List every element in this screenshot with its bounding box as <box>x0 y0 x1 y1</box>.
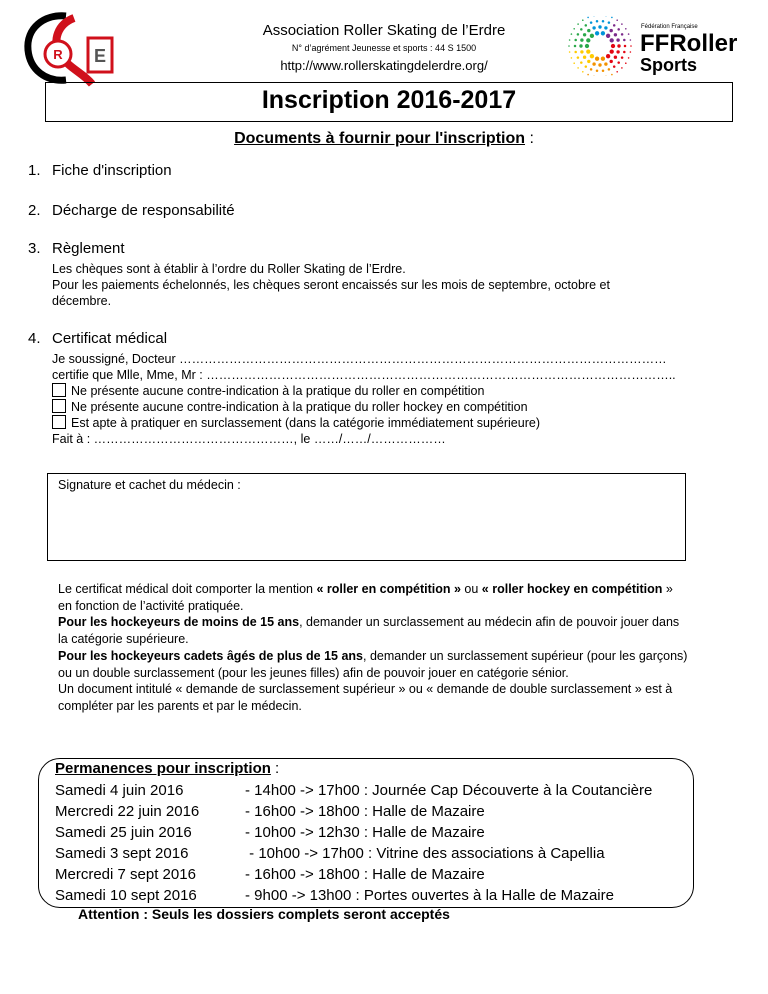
logo-dot <box>614 56 617 59</box>
logo-dot <box>577 67 579 69</box>
logo-dot <box>582 19 584 21</box>
permanence-row: Mercredi 22 juin 2016 - 16h00 -> 18h00 : Halle de Mazaire <box>55 803 485 820</box>
permanence-row: Samedi 25 juin 2016 - 10h00 -> 12h30 : Halle de Mazaire <box>55 824 485 841</box>
logo-dot <box>590 21 593 24</box>
logo-dot <box>625 62 627 64</box>
svg-text:Sports: Sports <box>640 55 698 75</box>
logo-dot <box>621 23 623 25</box>
logo-dot <box>586 49 590 53</box>
checkbox-roller[interactable] <box>52 383 66 397</box>
svg-text:R: R <box>53 47 63 62</box>
logo-dot <box>628 33 630 35</box>
list-item-certificat: 4. Certificat médical <box>28 330 168 347</box>
logo-dot <box>583 56 586 59</box>
logo-dot <box>625 28 627 30</box>
logo-dot <box>569 39 571 41</box>
logo-dot <box>585 44 589 48</box>
logo-dot <box>610 60 613 63</box>
logo-dot <box>610 49 614 53</box>
permanence-row: Samedi 3 sept 2016 - 10h00 -> 17h00 : Vitrine des associations à Capellia <box>55 845 605 862</box>
logo-dot <box>630 51 632 53</box>
logo-dot <box>580 28 583 31</box>
association-name: Association Roller Skating de l’Erdre <box>262 22 506 39</box>
logo-dot <box>623 39 626 42</box>
page-title: Inscription 2016-2017 <box>261 86 517 114</box>
checkbox-hockey[interactable] <box>52 399 66 413</box>
logo-dot <box>583 33 586 36</box>
logo-dot <box>574 39 577 42</box>
logo-dot <box>587 29 590 32</box>
permanence-row: Samedi 4 juin 2016 - 14h00 -> 17h00 : Journée Cap Découverte à la Coutancière <box>55 782 653 799</box>
logo-dot <box>604 62 607 65</box>
logo-dot <box>580 38 583 41</box>
logo-dot <box>571 33 573 35</box>
logo-dot <box>611 74 613 76</box>
logo-dot <box>596 70 599 73</box>
documents-heading: Documents à fournir pour l'inscription : <box>234 130 534 147</box>
checkbox-hockey-row: Ne présente aucune contre-indication à la pratique du roller hockey en compétition <box>52 399 752 415</box>
logo-dot <box>608 68 611 71</box>
logo-dot <box>617 28 620 31</box>
logo-dot <box>628 57 630 59</box>
logo-dot <box>613 24 616 27</box>
logo-dot <box>590 68 593 71</box>
svg-text:Fédération Française: Fédération Française <box>641 24 698 30</box>
logo-dot <box>616 71 618 73</box>
logo-dot <box>624 45 627 48</box>
logo-dot <box>598 63 601 66</box>
permanence-row: Mercredi 7 sept 2016 - 16h00 -> 18h00 : Halle de Mazaire <box>55 866 485 883</box>
logo-dot <box>577 33 580 36</box>
logo-dot <box>587 17 589 19</box>
agrement-number: N° d’agrément Jeunesse et sports : 44 S 1500 <box>291 43 477 53</box>
logo-dot <box>616 38 619 41</box>
list-item-reglement: 3. Règlement <box>28 240 125 257</box>
attention-notice: Attention : Seuls les dossiers complets seront acceptés <box>78 906 450 922</box>
certificat-note: Le certificat médical doit comporter la mention « roller en compétition » ou « roller hockey en compétition » en fonction de l’activité pratiquée. Pour les hockeyeurs de moins de 15 ans, demander un surclassement au médecin afin de pouvoir jouer dans la catégorie supérieure. Pour les hockeyeurs cadets âgés de plus de 15 ans, demander un surclassement supérieur (pour les garçons) ou un double surclassement (pour les jeunes filles) afin de pouvoir jouer en catégorie sénior. Un document intitulé « demande de surclassement supérieur » ou « demande de double surclassement » est à compléter par les parents et par le médecin. <box>58 582 688 713</box>
logo-dot <box>596 20 599 23</box>
logo-dot <box>574 45 577 48</box>
website-link[interactable]: http://www.rollerskatingdelerdre.org/ <box>280 58 488 73</box>
logo-dot <box>630 39 632 41</box>
logo-dot <box>617 44 620 47</box>
logo-dot <box>587 60 590 63</box>
logo-dot <box>616 50 619 53</box>
logo-dot <box>610 29 613 32</box>
logo-dot <box>585 65 588 68</box>
logo-dot <box>585 24 588 27</box>
logo-dot <box>621 67 623 69</box>
logo-dot <box>590 54 594 58</box>
logo-dot <box>571 57 573 59</box>
permanence-row: Samedi 10 sept 2016 - 9h00 -> 13h00 : Portes ouvertes à la Halle de Mazaire <box>55 887 614 904</box>
checkbox-roller-row: Ne présente aucune contre-indication à la pratique du roller en compétition <box>52 383 752 399</box>
logo-dot <box>587 74 589 76</box>
logo-dot <box>569 51 571 53</box>
logo-dot <box>630 45 632 47</box>
logo-dot <box>577 56 580 59</box>
logo-dot <box>582 71 584 73</box>
logo-dot <box>595 57 599 61</box>
signature-label: Signature et cachet du médecin : <box>58 478 241 492</box>
logo-dot <box>574 51 577 54</box>
list-item-decharge: 2. Décharge de responsabilité <box>28 202 235 219</box>
logo-dot <box>602 20 605 23</box>
logo-dot <box>621 33 624 36</box>
logo-dot <box>573 62 575 64</box>
logo-dot <box>580 61 583 64</box>
list-item-fiche: 1. Fiche d'inscription <box>28 162 172 179</box>
permanences-heading: Permanences pour inscription : <box>55 760 280 777</box>
logo-dot <box>579 44 582 47</box>
checkbox-surclassement[interactable] <box>52 415 66 429</box>
logo-dot <box>602 70 605 73</box>
logo-dot <box>601 31 605 35</box>
logo-dot <box>610 38 614 42</box>
certificat-text: Je soussigné, Docteur ……………………………………………………………………………………………………… certifie que Mlle, Mme, Mr : ………………………………………………………………………………………………….. Ne présente aucune contre-indication à la pratique du roller en compétition Ne présente aucune contre-indication à la pratique du roller hockey en compétition Est apte à pratiquer en surclassement (dans la catégorie immédiatement supérieure) Fait à : …………………………………………, le ……/……/……………… <box>52 351 752 447</box>
logo-dot <box>608 21 611 24</box>
logo-dot <box>617 61 620 64</box>
reglement-text: Les chèques sont à établir à l’ordre du Roller Skating de l’Erdre. Pour les paiements échelonnés, les chèques seront encaissés sur les mois de septembre, octobre et décembre. <box>52 262 610 308</box>
logo-dot <box>580 50 583 53</box>
logo-dot <box>577 23 579 25</box>
logo-dot <box>611 17 613 19</box>
logo-dot <box>573 28 575 30</box>
svg-text:E: E <box>93 46 107 66</box>
logo-dot <box>595 31 599 35</box>
logo-dot <box>616 19 618 21</box>
logo-dot <box>601 57 605 61</box>
logo-dot <box>586 38 590 42</box>
logo-dot <box>621 56 624 59</box>
logo-dot <box>613 65 616 68</box>
logo-dot <box>592 62 595 65</box>
svg-text:FFRoller: FFRoller <box>640 30 738 57</box>
ffroller-logo <box>568 16 753 76</box>
logo-dot <box>604 26 607 29</box>
logo-dot <box>590 34 594 38</box>
logo-dot <box>598 25 601 28</box>
logo-dot <box>614 33 617 36</box>
logo-dot <box>592 26 595 29</box>
checkbox-surclassement-row: Est apte à pratiquer en surclassement (dans la catégorie immédiatement supérieure) <box>52 415 752 431</box>
logo-dot <box>606 54 610 58</box>
logo-dot <box>606 34 610 38</box>
logo-dot <box>623 51 626 54</box>
logo-dot <box>568 45 570 47</box>
logo-dot <box>611 44 615 48</box>
